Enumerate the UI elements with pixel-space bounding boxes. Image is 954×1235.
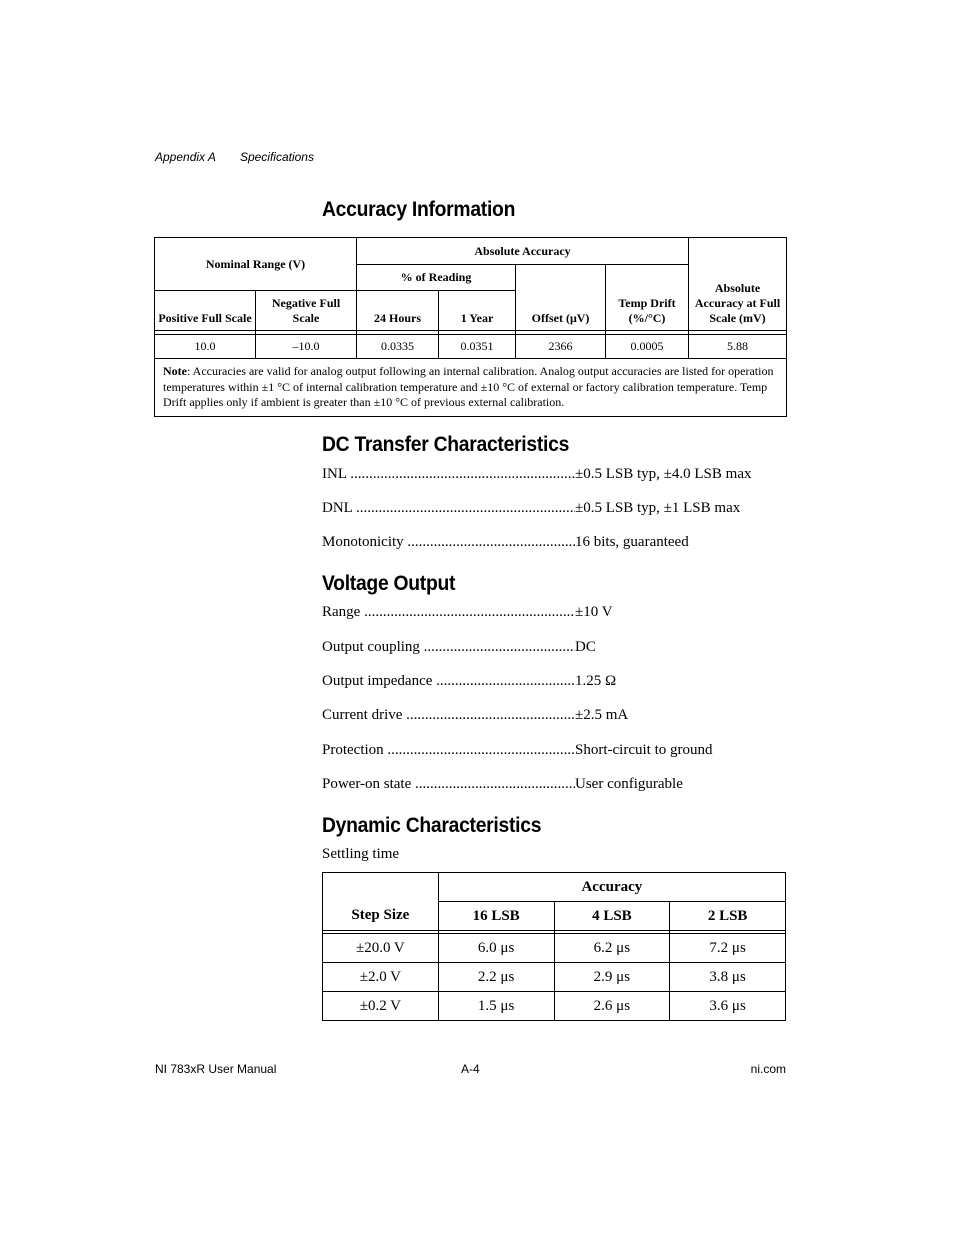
note-text: : Accuracies are valid for analog output following an internal calibration. Analog output accuracies are listed for operation temperatures within ±1 °C of internal calibration temperature and ±10 °C of external or factory calibration temperature. Temp Drift applies only if ambient is greater than ±10 °C of previous external calibration. xyxy=(163,364,774,410)
nominal-range-header: Nominal Range (V) xyxy=(155,238,357,291)
spec-row-range xyxy=(322,604,613,621)
table-cell: 7.2 μs xyxy=(670,934,786,963)
running-header xyxy=(155,150,314,164)
table-row xyxy=(323,963,786,992)
settling-table xyxy=(322,872,786,1021)
neg-full-scale-header: Negative Full Scale xyxy=(256,291,357,331)
table-cell: –10.0 xyxy=(256,335,357,359)
y1-header: 1 Year xyxy=(439,291,516,331)
table-cell: 5.88 xyxy=(689,335,787,359)
absolute-accuracy-header: Absolute Accuracy xyxy=(357,238,689,265)
footer-manual-title: NI 783xR User Manual xyxy=(155,1062,277,1076)
table-cell: 6.0 μs xyxy=(438,934,554,963)
spec-label: DNL ..... xyxy=(322,500,575,517)
spec-label: Monotonicity ..... xyxy=(322,534,575,551)
pos-full-scale-header: Positive Full Scale xyxy=(155,291,256,331)
table-cell: 0.0351 xyxy=(439,335,516,359)
spec-value: 16 bits, guaranteed xyxy=(575,534,689,550)
accuracy-table xyxy=(154,237,787,417)
table-cell: 2.2 μs xyxy=(438,963,554,992)
note-label: Note xyxy=(163,364,187,379)
spec-value: User configurable xyxy=(575,776,683,792)
col-16lsb-header: 16 LSB xyxy=(438,902,554,931)
table-cell: 2.9 μs xyxy=(554,963,670,992)
spec-value: ±0.5 LSB typ, ±1 LSB max xyxy=(575,500,741,516)
table-cell: ±2.0 V xyxy=(323,963,439,992)
spec-row-current xyxy=(322,707,628,724)
table-cell: 2.6 μs xyxy=(554,992,670,1021)
table-cell: 2366 xyxy=(516,335,606,359)
table-cell: ±20.0 V xyxy=(323,934,439,963)
spec-label: INL ..... xyxy=(322,466,575,483)
footer-page-number: A-4 xyxy=(461,1062,480,1076)
spec-row-coupling xyxy=(322,639,596,656)
dc-heading: DC Transfer Characteristics xyxy=(322,433,570,456)
spec-label: Range ..... xyxy=(322,604,575,621)
step-size-header: Step Size xyxy=(323,873,439,931)
dynamic-heading: Dynamic Characteristics xyxy=(322,814,542,837)
pct-reading-header: % of Reading xyxy=(357,265,516,291)
header-appendix: Appendix A xyxy=(155,150,216,164)
spec-row-monotonicity xyxy=(322,534,689,551)
spec-label: Output impedance ..... xyxy=(322,673,575,690)
table-row xyxy=(155,335,787,359)
settling-time-label: Settling time xyxy=(322,846,400,862)
spec-label: Current drive ..... xyxy=(322,707,575,724)
accuracy-header: Accuracy xyxy=(438,873,785,902)
col-4lsb-header: 4 LSB xyxy=(554,902,670,931)
spec-row-inl xyxy=(322,466,751,483)
table-cell: 1.5 μs xyxy=(438,992,554,1021)
table-cell: 3.8 μs xyxy=(670,963,786,992)
table-cell: 0.0005 xyxy=(606,335,689,359)
accuracy-note xyxy=(155,359,787,417)
h24-header: 24 Hours xyxy=(357,291,439,331)
accuracy-heading: Accuracy Information xyxy=(322,198,516,221)
table-cell: 0.0335 xyxy=(357,335,439,359)
spec-label: Output coupling ..... xyxy=(322,639,575,656)
spec-value: Short-circuit to ground xyxy=(575,742,713,758)
table-row xyxy=(323,934,786,963)
table-cell: 6.2 μs xyxy=(554,934,670,963)
spec-row-protection xyxy=(322,742,712,759)
table-row xyxy=(323,992,786,1021)
offset-header: Offset (μV) xyxy=(516,265,606,331)
table-cell: 3.6 μs xyxy=(670,992,786,1021)
spec-row-impedance xyxy=(322,673,616,690)
spec-value: ±10 V xyxy=(575,604,613,620)
temp-drift-header: Temp Drift (%/°C) xyxy=(606,265,689,331)
spec-value: ±2.5 mA xyxy=(575,707,629,723)
spec-value: 1.25 Ω xyxy=(575,673,617,689)
table-cell: ±0.2 V xyxy=(323,992,439,1021)
spec-label: Protection ..... xyxy=(322,742,575,759)
header-section: Specifications xyxy=(239,150,314,164)
spec-label: Power-on state ..... xyxy=(322,776,575,793)
footer-website: ni.com xyxy=(750,1062,786,1076)
spec-value: ±0.5 LSB typ, ±4.0 LSB max xyxy=(575,466,752,482)
spec-value: DC xyxy=(575,639,596,655)
spec-row-dnl xyxy=(322,500,740,517)
spec-row-power-on xyxy=(322,776,683,793)
abs-full-scale-header: Absolute Accuracy at Full Scale (mV) xyxy=(689,238,787,331)
voltage-heading: Voltage Output xyxy=(322,572,456,595)
col-2lsb-header: 2 LSB xyxy=(670,902,786,931)
table-cell: 10.0 xyxy=(155,335,256,359)
